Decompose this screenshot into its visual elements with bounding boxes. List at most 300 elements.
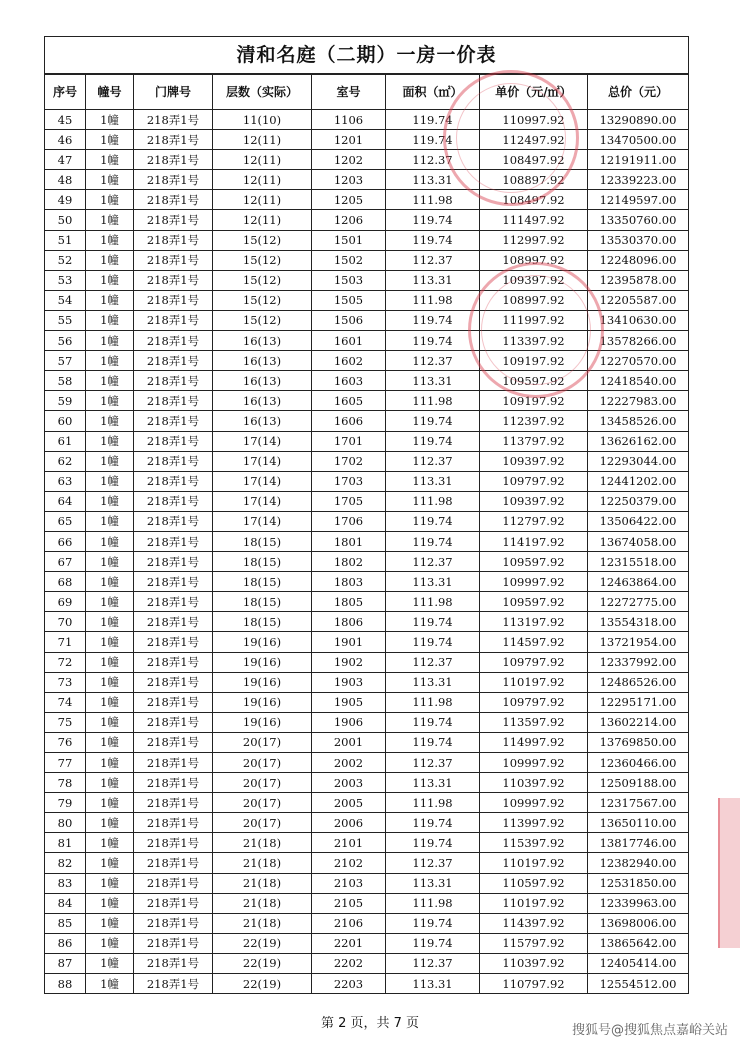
table-cell: 218弄1号 (134, 612, 213, 632)
table-cell: 22(19) (213, 933, 312, 953)
table-cell: 1幢 (86, 652, 134, 672)
table-cell: 1906 (312, 712, 386, 732)
table-cell: 1幢 (86, 351, 134, 371)
table-cell: 119.74 (386, 331, 480, 351)
table-row (45, 712, 689, 732)
table-cell: 21(18) (213, 833, 312, 853)
table-cell: 13721954.00 (588, 632, 689, 652)
table-cell: 218弄1号 (134, 431, 213, 451)
table-cell: 1幢 (86, 933, 134, 953)
table-cell: 1幢 (86, 612, 134, 632)
table-cell: 1202 (312, 150, 386, 170)
table-cell: 22(19) (213, 974, 312, 994)
table-cell: 12293044.00 (588, 451, 689, 471)
table-cell: 218弄1号 (134, 974, 213, 994)
table-cell: 218弄1号 (134, 250, 213, 270)
table-cell: 218弄1号 (134, 753, 213, 773)
table-cell: 110597.92 (480, 873, 588, 893)
table-cell: 75 (45, 712, 86, 732)
table-cell: 1503 (312, 270, 386, 290)
table-cell: 20(17) (213, 813, 312, 833)
table-cell: 1幢 (86, 572, 134, 592)
table-cell: 17(14) (213, 471, 312, 491)
table-row (45, 612, 689, 632)
table-cell: 111997.92 (480, 310, 588, 330)
table-cell: 1幢 (86, 552, 134, 572)
table-cell: 109197.92 (480, 351, 588, 371)
table-cell: 48 (45, 170, 86, 190)
table-cell: 19(16) (213, 692, 312, 712)
table-cell: 21(18) (213, 893, 312, 913)
table-cell: 218弄1号 (134, 933, 213, 953)
table-cell: 119.74 (386, 612, 480, 632)
table-cell: 15(12) (213, 230, 312, 250)
table-cell: 2003 (312, 773, 386, 793)
table-cell: 218弄1号 (134, 833, 213, 853)
table-cell: 110797.92 (480, 974, 588, 994)
table-cell: 110197.92 (480, 672, 588, 692)
table-cell: 11(10) (213, 110, 312, 130)
table-cell: 218弄1号 (134, 491, 213, 511)
table-cell: 12339963.00 (588, 893, 689, 913)
table-cell: 119.74 (386, 310, 480, 330)
table-cell: 111.98 (386, 290, 480, 310)
table-cell: 111.98 (386, 391, 480, 411)
table-cell: 18(15) (213, 552, 312, 572)
table-cell: 1802 (312, 552, 386, 572)
table-cell: 109597.92 (480, 371, 588, 391)
table-cell: 218弄1号 (134, 853, 213, 873)
table-cell: 112.37 (386, 953, 480, 973)
table-cell: 218弄1号 (134, 712, 213, 732)
table-row (45, 451, 689, 471)
column-header: 序号 (45, 74, 86, 110)
table-cell: 218弄1号 (134, 130, 213, 150)
table-cell: 1901 (312, 632, 386, 652)
table-cell: 112.37 (386, 351, 480, 371)
watermark-text: 搜狐号@搜狐焦点嘉峪关站 (571, 1023, 728, 1038)
table-row (45, 290, 689, 310)
column-header: 层数（实际） (213, 74, 312, 110)
table-cell: 218弄1号 (134, 672, 213, 692)
table-cell: 13626162.00 (588, 431, 689, 451)
table-cell: 1幢 (86, 130, 134, 150)
edge-seal-stamp (718, 798, 740, 948)
table-cell: 1601 (312, 331, 386, 351)
table-cell: 1幢 (86, 592, 134, 612)
table-cell: 1203 (312, 170, 386, 190)
table-cell: 67 (45, 552, 86, 572)
table-cell: 119.74 (386, 431, 480, 451)
table-row (45, 953, 689, 973)
table-row (45, 974, 689, 994)
table-cell: 13578266.00 (588, 331, 689, 351)
table-cell: 12405414.00 (588, 953, 689, 973)
table-row (45, 893, 689, 913)
table-cell: 71 (45, 632, 86, 652)
table-cell: 218弄1号 (134, 110, 213, 130)
table-cell: 17(14) (213, 511, 312, 531)
table-cell: 60 (45, 411, 86, 431)
table-cell: 84 (45, 893, 86, 913)
table-cell: 111.98 (386, 491, 480, 511)
table-cell: 109997.92 (480, 753, 588, 773)
table-cell: 119.74 (386, 732, 480, 752)
table-cell: 13410630.00 (588, 310, 689, 330)
table-cell: 2103 (312, 873, 386, 893)
table-cell: 1幢 (86, 753, 134, 773)
table-cell: 1806 (312, 612, 386, 632)
table-cell: 50 (45, 210, 86, 230)
table-cell: 18(15) (213, 612, 312, 632)
table-cell: 1幢 (86, 391, 134, 411)
table-cell: 12337992.00 (588, 652, 689, 672)
table-cell: 1幢 (86, 813, 134, 833)
table-cell: 1幢 (86, 873, 134, 893)
table-cell: 112397.92 (480, 411, 588, 431)
table-cell: 13530370.00 (588, 230, 689, 250)
table-cell: 218弄1号 (134, 310, 213, 330)
table-cell: 86 (45, 933, 86, 953)
table-cell: 1903 (312, 672, 386, 692)
table-row (45, 230, 689, 250)
table-cell: 113.31 (386, 974, 480, 994)
table-cell: 112.37 (386, 652, 480, 672)
table-cell: 112997.92 (480, 230, 588, 250)
table-cell: 2106 (312, 913, 386, 933)
table-cell: 218弄1号 (134, 471, 213, 491)
table-cell: 16(13) (213, 391, 312, 411)
table-cell: 78 (45, 773, 86, 793)
table-cell: 62 (45, 451, 86, 471)
table-cell: 218弄1号 (134, 531, 213, 551)
table-row (45, 310, 689, 330)
table-cell: 13506422.00 (588, 511, 689, 531)
table-cell: 65 (45, 511, 86, 531)
table-cell: 1106 (312, 110, 386, 130)
table-cell: 12531850.00 (588, 873, 689, 893)
table-cell: 218弄1号 (134, 331, 213, 351)
table-cell: 114197.92 (480, 531, 588, 551)
table-cell: 73 (45, 672, 86, 692)
table-cell: 12486526.00 (588, 672, 689, 692)
table-cell: 54 (45, 290, 86, 310)
table-cell: 1幢 (86, 793, 134, 813)
table-cell: 21(18) (213, 913, 312, 933)
table-cell: 15(12) (213, 250, 312, 270)
table-cell: 119.74 (386, 411, 480, 431)
table-cell: 218弄1号 (134, 572, 213, 592)
table-cell: 1幢 (86, 230, 134, 250)
table-cell: 13865642.00 (588, 933, 689, 953)
table-cell: 119.74 (386, 130, 480, 150)
table-cell: 218弄1号 (134, 371, 213, 391)
table-cell: 1605 (312, 391, 386, 411)
table-cell: 12509188.00 (588, 773, 689, 793)
table-cell: 1幢 (86, 913, 134, 933)
table-cell: 69 (45, 592, 86, 612)
table-cell: 1幢 (86, 170, 134, 190)
table-cell: 1505 (312, 290, 386, 310)
table-cell: 115397.92 (480, 833, 588, 853)
table-cell: 218弄1号 (134, 170, 213, 190)
table-cell: 57 (45, 351, 86, 371)
table-cell: 1805 (312, 592, 386, 612)
table-cell: 16(13) (213, 331, 312, 351)
table-cell: 1606 (312, 411, 386, 431)
table-cell: 58 (45, 371, 86, 391)
table-row (45, 150, 689, 170)
table-cell: 113997.92 (480, 813, 588, 833)
table-cell: 1幢 (86, 732, 134, 752)
table-cell: 2102 (312, 853, 386, 873)
table-cell: 1502 (312, 250, 386, 270)
table-cell: 12250379.00 (588, 491, 689, 511)
table-cell: 114997.92 (480, 732, 588, 752)
table-row (45, 431, 689, 451)
table-header-row (45, 74, 689, 110)
table-row (45, 793, 689, 813)
table-cell: 109997.92 (480, 793, 588, 813)
table-cell: 13817746.00 (588, 833, 689, 853)
table-cell: 1905 (312, 692, 386, 712)
table-cell: 2002 (312, 753, 386, 773)
table-row (45, 672, 689, 692)
table-cell: 218弄1号 (134, 511, 213, 531)
table-cell: 111.98 (386, 893, 480, 913)
table-cell: 66 (45, 531, 86, 551)
table-cell: 113.31 (386, 170, 480, 190)
table-cell: 1幢 (86, 331, 134, 351)
table-cell: 80 (45, 813, 86, 833)
table-cell: 112.37 (386, 250, 480, 270)
table-cell: 218弄1号 (134, 270, 213, 290)
table-cell: 218弄1号 (134, 552, 213, 572)
table-cell: 109197.92 (480, 391, 588, 411)
table-cell: 109397.92 (480, 270, 588, 290)
table-cell: 12(11) (213, 130, 312, 150)
table-cell: 12441202.00 (588, 471, 689, 491)
table-cell: 108997.92 (480, 290, 588, 310)
table-cell: 218弄1号 (134, 190, 213, 210)
table-cell: 1幢 (86, 150, 134, 170)
table-cell: 109397.92 (480, 491, 588, 511)
table-cell: 113.31 (386, 873, 480, 893)
table-cell: 110397.92 (480, 953, 588, 973)
table-cell: 218弄1号 (134, 692, 213, 712)
table-cell: 70 (45, 612, 86, 632)
table-cell: 218弄1号 (134, 150, 213, 170)
table-cell: 111.98 (386, 592, 480, 612)
table-cell: 83 (45, 873, 86, 893)
table-cell: 1幢 (86, 853, 134, 873)
table-cell: 218弄1号 (134, 813, 213, 833)
table-cell: 112497.92 (480, 130, 588, 150)
table-cell: 1幢 (86, 471, 134, 491)
column-header: 室号 (312, 74, 386, 110)
table-row (45, 913, 689, 933)
table-cell: 12205587.00 (588, 290, 689, 310)
table-row (45, 491, 689, 511)
table-cell: 1801 (312, 531, 386, 551)
table-cell: 119.74 (386, 230, 480, 250)
table-cell: 1幢 (86, 672, 134, 692)
table-cell: 119.74 (386, 632, 480, 652)
table-cell: 12191911.00 (588, 150, 689, 170)
table-cell: 13602214.00 (588, 712, 689, 732)
table-cell: 218弄1号 (134, 391, 213, 411)
table-cell: 1幢 (86, 833, 134, 853)
table-cell: 47 (45, 150, 86, 170)
table-cell: 119.74 (386, 712, 480, 732)
table-row (45, 652, 689, 672)
table-row (45, 210, 689, 230)
table-cell: 218弄1号 (134, 913, 213, 933)
table-cell: 1803 (312, 572, 386, 592)
table-cell: 110997.92 (480, 110, 588, 130)
table-row (45, 110, 689, 130)
table-cell: 1幢 (86, 431, 134, 451)
table-cell: 19(16) (213, 672, 312, 692)
table-cell: 21(18) (213, 853, 312, 873)
column-header: 面积（㎡） (386, 74, 480, 110)
table-cell: 1703 (312, 471, 386, 491)
table-cell: 85 (45, 913, 86, 933)
table-cell: 13350760.00 (588, 210, 689, 230)
table-cell: 72 (45, 652, 86, 672)
table-cell: 2001 (312, 732, 386, 752)
table-cell: 17(14) (213, 451, 312, 471)
table-cell: 111.98 (386, 793, 480, 813)
table-cell: 108897.92 (480, 170, 588, 190)
table-cell: 15(12) (213, 290, 312, 310)
table-cell: 218弄1号 (134, 411, 213, 431)
table-row (45, 511, 689, 531)
table-cell: 119.74 (386, 511, 480, 531)
table-cell: 1幢 (86, 250, 134, 270)
table-row (45, 250, 689, 270)
table-cell: 113197.92 (480, 612, 588, 632)
table-row (45, 331, 689, 351)
table-row (45, 411, 689, 431)
table-cell: 2006 (312, 813, 386, 833)
table-cell: 218弄1号 (134, 793, 213, 813)
table-cell: 218弄1号 (134, 210, 213, 230)
table-cell: 15(12) (213, 270, 312, 290)
table-cell: 1幢 (86, 270, 134, 290)
table-cell: 1702 (312, 451, 386, 471)
table-cell: 12395878.00 (588, 270, 689, 290)
table-row (45, 632, 689, 652)
table-cell: 18(15) (213, 531, 312, 551)
table-cell: 1205 (312, 190, 386, 210)
table-cell: 1幢 (86, 190, 134, 210)
table-cell: 2201 (312, 933, 386, 953)
table-cell: 12317567.00 (588, 793, 689, 813)
table-cell: 218弄1号 (134, 893, 213, 913)
table-cell: 19(16) (213, 652, 312, 672)
table-cell: 16(13) (213, 351, 312, 371)
table-cell: 20(17) (213, 773, 312, 793)
table-cell: 13650110.00 (588, 813, 689, 833)
table-cell: 113.31 (386, 471, 480, 491)
column-header: 幢号 (86, 74, 134, 110)
table-cell: 114397.92 (480, 913, 588, 933)
table-cell: 112.37 (386, 552, 480, 572)
price-table (44, 36, 689, 994)
table-body (45, 110, 689, 994)
table-cell: 61 (45, 431, 86, 451)
table-cell: 112.37 (386, 853, 480, 873)
table-cell: 12(11) (213, 170, 312, 190)
table-cell: 55 (45, 310, 86, 330)
table-row (45, 813, 689, 833)
table-cell: 13554318.00 (588, 612, 689, 632)
table-cell: 1幢 (86, 451, 134, 471)
table-cell: 56 (45, 331, 86, 351)
table-cell: 111497.92 (480, 210, 588, 230)
table-cell: 119.74 (386, 913, 480, 933)
table-cell: 109597.92 (480, 592, 588, 612)
table-cell: 12270570.00 (588, 351, 689, 371)
table-cell: 1幢 (86, 773, 134, 793)
table-cell: 53 (45, 270, 86, 290)
table-cell: 12272775.00 (588, 592, 689, 612)
table-cell: 1506 (312, 310, 386, 330)
table-cell: 12360466.00 (588, 753, 689, 773)
table-cell: 114597.92 (480, 632, 588, 652)
table-cell: 218弄1号 (134, 592, 213, 612)
table-cell: 119.74 (386, 933, 480, 953)
table-cell: 13698006.00 (588, 913, 689, 933)
table-cell: 64 (45, 491, 86, 511)
table-cell: 12295171.00 (588, 692, 689, 712)
table-row (45, 933, 689, 953)
table-row (45, 130, 689, 150)
table-cell: 46 (45, 130, 86, 150)
table-cell: 112.37 (386, 451, 480, 471)
table-cell: 1706 (312, 511, 386, 531)
table-cell: 110397.92 (480, 773, 588, 793)
table-cell: 12(11) (213, 190, 312, 210)
table-cell: 1幢 (86, 953, 134, 973)
table-cell: 82 (45, 853, 86, 873)
table-cell: 20(17) (213, 732, 312, 752)
table-cell: 218弄1号 (134, 230, 213, 250)
table-cell: 12227983.00 (588, 391, 689, 411)
table-cell: 76 (45, 732, 86, 752)
table-cell: 113597.92 (480, 712, 588, 732)
table-row (45, 732, 689, 752)
table-cell: 77 (45, 753, 86, 773)
table-cell: 113.31 (386, 672, 480, 692)
table-cell: 218弄1号 (134, 732, 213, 752)
table-cell: 2101 (312, 833, 386, 853)
table-cell: 113.31 (386, 773, 480, 793)
table-cell: 109797.92 (480, 471, 588, 491)
table-row (45, 351, 689, 371)
table-cell: 1幢 (86, 371, 134, 391)
table-cell: 79 (45, 793, 86, 813)
column-header: 单价（元/㎡） (480, 74, 588, 110)
table-cell: 1602 (312, 351, 386, 371)
table-cell: 109797.92 (480, 692, 588, 712)
table-cell: 218弄1号 (134, 953, 213, 973)
table-cell: 113.31 (386, 371, 480, 391)
table-cell: 218弄1号 (134, 773, 213, 793)
table-cell: 12315518.00 (588, 552, 689, 572)
table-cell: 21(18) (213, 873, 312, 893)
